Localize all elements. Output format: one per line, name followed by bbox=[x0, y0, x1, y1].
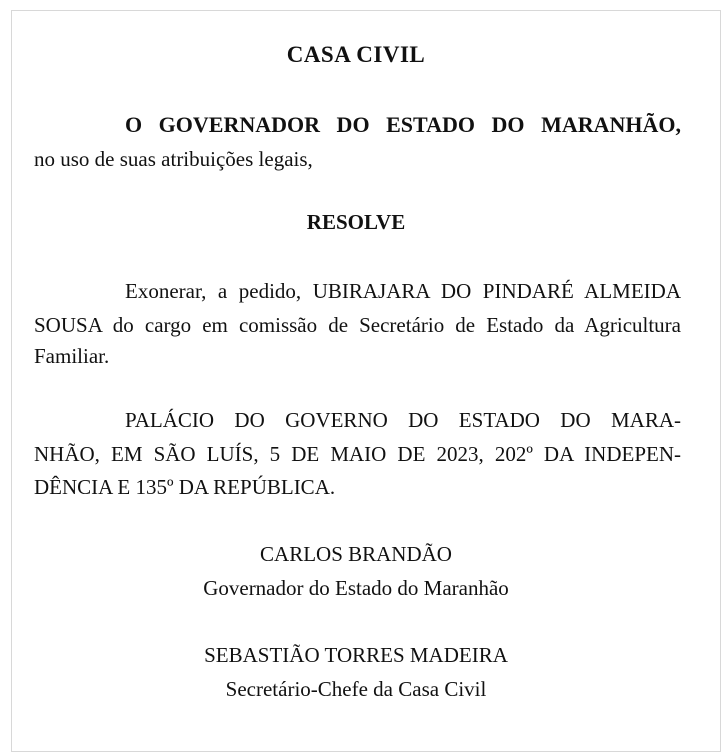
closing-line-2: NHÃO, EM SÃO LUÍS, 5 DE MAIO DE 2023, 202º DA INDEPEN- bbox=[34, 442, 681, 466]
body-line-3: Familiar. bbox=[34, 344, 110, 368]
signatory-name: SEBASTIÃO TORRES MADEIRA bbox=[204, 643, 508, 667]
governor-heading: O GOVERNADOR DO ESTADO DO MARANHÃO, bbox=[125, 112, 681, 137]
resolve-heading: RESOLVE bbox=[306, 210, 406, 234]
intro-text: no uso de suas atribuições legais, bbox=[34, 147, 313, 171]
closing-line-1: PALÁCIO DO GOVERNO DO ESTADO DO MARA- bbox=[125, 408, 681, 432]
signatory-role: Secretário-Chefe da Casa Civil bbox=[225, 677, 487, 701]
closing-line-3: DÊNCIA E 135º DA REPÚBLICA. bbox=[34, 475, 336, 499]
body-line-2: SOUSA do cargo em comissão de Secretário de Estado da Agricultura bbox=[34, 313, 681, 337]
document-title: CASA CIVIL bbox=[286, 42, 426, 67]
body-line-1: Exonerar, a pedido, UBIRAJARA DO PINDARÉ ALMEIDA bbox=[125, 279, 681, 303]
signatory-name: CARLOS BRANDÃO bbox=[260, 542, 452, 566]
signatory-role: Governador do Estado do Maranhão bbox=[203, 576, 509, 600]
